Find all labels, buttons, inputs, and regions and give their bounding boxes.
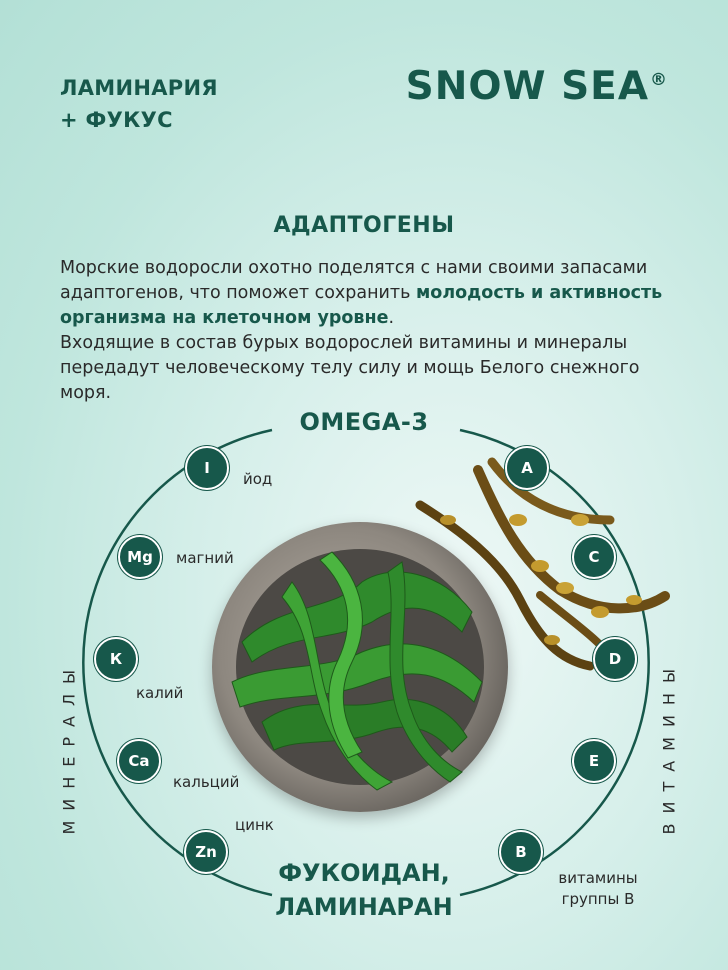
vitamin-node-a: A (505, 446, 549, 490)
mineral-node-zinc: Zn (184, 830, 228, 874)
section-title: АДАПТОГЕНЫ (273, 213, 455, 238)
omega-label: OMEGA-3 (299, 408, 429, 436)
mineral-label-potassium: калий (136, 684, 184, 702)
vitamin-node-e: E (572, 739, 616, 783)
vitamin-node-b: B (499, 830, 543, 874)
highlight-text: молодость и активность организма на клеточном уровне (60, 283, 663, 328)
minerals-label: МИНЕРАЛЫ (59, 659, 79, 835)
mineral-node-iodine: I (185, 446, 229, 490)
vitamin-node-c: C (572, 535, 616, 579)
brand-name: SNOW SEA (405, 64, 649, 109)
mineral-node-magnesium: Mg (118, 535, 162, 579)
product-name-line1: ЛАМИНАРИЯ (60, 76, 218, 100)
registered-mark: ® (650, 70, 668, 90)
description-paragraph-1: Морские водоросли охотно поделятся с нами своими запасами адаптогенов, что поможет сохранить молодость и активность организма на клеточном уровне. (60, 258, 663, 328)
vitamin-label-b-group: витамины группы В (558, 869, 638, 908)
vitamin-node-d: D (593, 637, 637, 681)
mineral-node-calcium: Ca (117, 739, 161, 783)
mineral-label-iodine: йод (243, 470, 273, 488)
mineral-label-calcium: кальций (173, 773, 240, 791)
product-name-line2: + ФУКУС (60, 108, 173, 132)
vitamins-label: ВИТАМИНЫ (659, 658, 679, 835)
polysaccharides-label: ФУКОИДАН, ЛАМИНАРАН (275, 859, 453, 921)
mineral-label-magnesium: магний (176, 549, 234, 567)
kelp-salad-illustration (212, 522, 508, 812)
mineral-node-potassium: К (94, 637, 138, 681)
description-paragraph-2: Входящие в состав бурых водорослей витамины и минералы передадут человеческому телу силу и мощь Белого снежного моря. (60, 333, 640, 403)
mineral-label-zinc: цинк (235, 816, 274, 834)
